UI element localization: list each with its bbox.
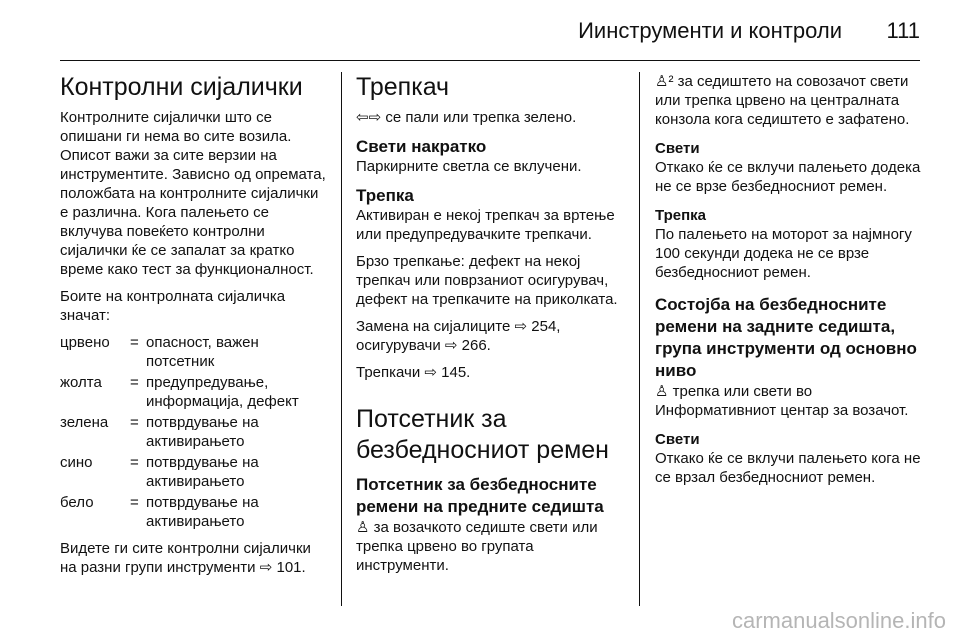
colors-intro: Боите на контролната сијаличка значат: (60, 288, 286, 324)
color-meaning: предупредување, информација, дефект (146, 374, 299, 410)
replace-bulbs-text: Замена на сијалиците (356, 318, 511, 335)
color-meaning: потврдување на активирањето (146, 414, 259, 450)
column-1 (60, 72, 328, 585)
page-reference-icon: ⇨ (259, 559, 273, 576)
page-ref[interactable]: 266. (461, 337, 491, 354)
section-heading-turn-signal: Трепкач (356, 73, 450, 101)
see-all-lights-paragraph (60, 539, 328, 577)
table-row (60, 453, 328, 491)
section-heading-seat-belt: Потсетник за безбедносниот ремен (356, 405, 609, 464)
fuses-text: осигурувачи (356, 337, 441, 354)
front-belt-desc: за возачкото седиште свети или трепка црвено во групата инструменти. (356, 519, 598, 574)
page-header (0, 0, 960, 60)
page-ref[interactable]: 101. (276, 559, 306, 576)
page-ref[interactable]: 145. (441, 364, 471, 381)
turn-signal-text: се пали или трепка зелено. (385, 109, 577, 126)
column-divider-1 (341, 72, 342, 606)
watermark: carmanualsonline.info (731, 608, 946, 633)
color-meaning: опасност, важен потсетник (146, 334, 259, 370)
column-divider-2 (639, 72, 640, 606)
color-name: сино (60, 454, 93, 471)
intro-paragraph: Контролните сијалички што се опишани ги нема во сите возила. Описот важи за сите верзии на инструментите. Зависно од опремата, положбата на контролните сијалички е различна. Кога палењето се вклучува повеќето контролни сијалички ќе се запалат за кратко време како тест за функционалност. (60, 109, 326, 278)
passenger-seat-belt-icon: ♙² (655, 73, 674, 90)
lights-briefly-text: Паркирните светла се вклучени. (356, 158, 582, 175)
equals-sign: = (130, 454, 139, 471)
color-meaning-table (60, 333, 328, 531)
rear-belt-desc: трепка или свети во Информативниот центар за возачот. (655, 383, 909, 419)
passenger-belt-text (655, 72, 925, 129)
color-meaning: потврдување на активирањето (146, 494, 259, 530)
passenger-belt-desc: за седиштето на совозачот свети или трепка црвено на централната конзола кога седиштето е зафатено. (655, 73, 910, 128)
equals-sign: = (130, 334, 139, 351)
subheading-front-seat-belts: Потсетник за безбедносните ремени на предните седишта (356, 475, 604, 516)
subheading-flashing: Трепка (655, 207, 707, 224)
color-name: жолта (60, 374, 102, 391)
page-number: 111 (886, 18, 920, 43)
equals-sign: = (130, 374, 139, 391)
subheading-lights-briefly: Свети накратко (356, 137, 487, 156)
flashers-ref (356, 363, 626, 382)
page-title: Иинструменти и контроли (578, 18, 842, 43)
table-row (60, 373, 328, 411)
table-row (60, 413, 328, 451)
column-3 (655, 72, 925, 495)
color-name: црвено (60, 334, 110, 351)
color-meaning: потврдување на активирањето (146, 454, 259, 490)
subheading-rear-belts: Состојба на безбедносните ремени на задните седишта, група инструменти од основно ниво (655, 295, 917, 380)
column-2 (356, 72, 626, 583)
page-reference-icon: ⇨ (424, 364, 437, 381)
see-all-lights-text: Видете ги сите контролни сијалички на разни групи инструменти (60, 540, 311, 576)
replacement-refs (356, 317, 626, 355)
fast-flashing-text: Брзо трепкање: дефект на некој трепкач или поврзаниот осигурувач, дефект на трепкачите на приколката. (356, 253, 618, 308)
lights-text-2: Откако ќе се вклучи палењето кога не се врзал безбедносниот ремен. (655, 450, 921, 486)
flashers-text: Трепкачи (356, 364, 421, 381)
color-name: бело (60, 494, 94, 511)
page-reference-icon: ⇨ (444, 337, 458, 354)
turn-signal-icon: ⇦⇨ (356, 109, 382, 126)
section-heading-warning-lights: Контролни сијалички (60, 73, 303, 101)
flashing-text: По палењето на моторот за најмногу 100 секунди додека не се врзе безбедносниот ремен. (655, 226, 912, 281)
page-ref[interactable]: 254, (531, 318, 561, 335)
equals-sign: = (130, 494, 139, 511)
seat-belt-icon: ♙ (655, 383, 669, 400)
subheading-flashing: Трепка (356, 186, 414, 205)
equals-sign: = (130, 414, 139, 431)
table-row (60, 493, 328, 531)
table-row (60, 333, 328, 371)
rear-belt-text (655, 382, 925, 420)
page-reference-icon: ⇨ (514, 318, 528, 335)
flashing-text: Активиран е некој трепкач за вртење или предупредувачките трепкачи. (356, 207, 615, 243)
subheading-lights: Свети (655, 140, 700, 157)
front-belt-text (356, 518, 626, 575)
header-rule (60, 60, 920, 61)
subheading-lights-2: Свети (655, 431, 700, 448)
lights-text: Откако ќе се вклучи палењето додека не се врзе безбедносниот ремен. (655, 159, 921, 195)
seat-belt-icon: ♙ (356, 519, 370, 536)
turn-signal-desc (356, 108, 626, 127)
color-name: зелена (60, 414, 109, 431)
